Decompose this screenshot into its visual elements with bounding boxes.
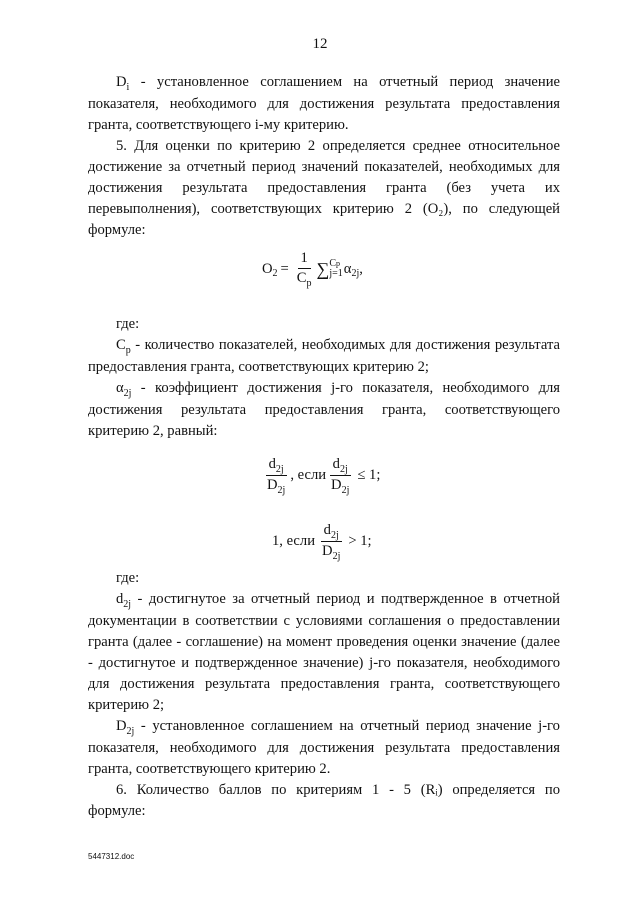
paragraph-5: 5. Для оценки по критерию 2 определяется среднее относительное достижение за отчетный период значений показателей, необходимых для достижения результата предоставления гранта (без учета их перевыполнения), соответствующих критерию 2 (O₂), по следующей формуле:: [88, 138, 560, 238]
formula-case-1: $\frac{d_{2j}}{D_{2j}}$ , если $\frac{d_{2j}}{D_{2j}}$ ≤ 1;: [262, 456, 380, 495]
fraction-d-over-D-case2: $\frac{d_{2j}}{D_{2j}}$: [322, 522, 341, 562]
symbol-di: $D_i$: [116, 74, 130, 93]
document-footer: 5447312.doc: [88, 852, 135, 861]
sum-limits: Cp j=1: [329, 258, 343, 279]
symbol-D2j: $D_{2j}$: [116, 718, 135, 737]
paragraph-D2j: $D_{2j}$ - установленное соглашением на отчетный период значение j-го показателя, необходимого для достижения результата предоставления гранта, соответствующего критерию 2.: [88, 718, 560, 777]
paragraph-d2j: $d_{2j}$ - достигнутое за отчетный период и подтвержденное в отчетной документации в соответствии с условиями соглашения о предоставлении гранта (далее - соглашение) на момент проведения оценки значение (далее - достигнутое и подтвержденное значение) j-го показателя, необходимого для достижения результата предоставления гранта, соответствующего критерию 2;: [88, 591, 560, 713]
text-block-middle: [88, 314, 560, 442]
symbol-alpha: $\alpha_{2j}$: [116, 380, 132, 399]
page-number: 12: [312, 36, 328, 52]
symbol-d2j: $d_{2j}$: [116, 591, 132, 610]
paragraph-6: 6. Количество баллов по критериям 1 - 5 (Rᵢ) определяется по формуле:: [88, 782, 560, 819]
fraction-d-over-D-condition: $\frac{d_{2j}}{D_{2j}}$: [331, 456, 350, 496]
paragraph-alpha: $\alpha_{2j}$ - коэффициент достижения j-го показателя, необходимого для достижения результата предоставления гранта, соответствующего критерию 2, равный:: [88, 380, 560, 439]
fraction-d-over-D: $\frac{d_{2j}}{D_{2j}}$: [267, 456, 286, 496]
where-label-2: где:: [116, 570, 140, 586]
fraction-1-over-cp: $\frac{1}{C_p}$: [296, 250, 312, 289]
where-label-1: где:: [116, 316, 140, 332]
paragraph-cp: $C_p$ - количество показателей, необходимых для достижения результата предоставления гранта, соответствующих критерию 2;: [88, 337, 560, 375]
text-block-bottom: [88, 568, 560, 822]
formula-o2: O 2 = $\frac{1}{C_p}$ ∑ Cp j=1 α 2j ,: [262, 250, 363, 289]
paragraph-di: $D_i$ - установленное соглашением на отчетный период значение показателя, необходимого для достижения результата предоставления гранта, соответствующего i-му критерию.: [88, 74, 560, 133]
sum-symbol: ∑: [316, 258, 330, 279]
symbol-cp: $C_p$: [116, 337, 131, 356]
text-block-top: [88, 72, 560, 241]
formula-case-2: 1, если $\frac{d_{2j}}{D_{2j}}$ > 1;: [272, 522, 372, 562]
